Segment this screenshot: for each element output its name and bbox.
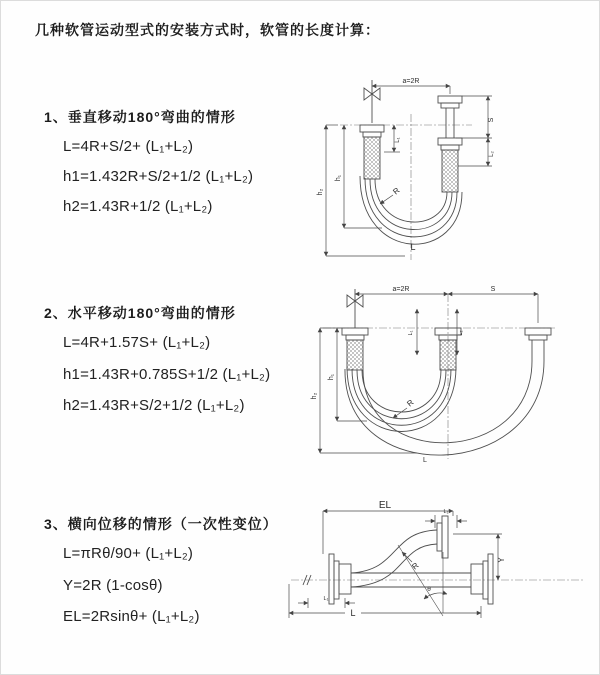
flange-left — [346, 335, 364, 340]
flange-right-ghost — [488, 554, 493, 604]
section-2-formula-h2: h2=1.43R+S/2+1/2 (L₁+L₂) — [63, 397, 245, 414]
flange-left — [363, 132, 381, 137]
centerlines — [323, 294, 557, 459]
dim-label-span: a=2R — [392, 286, 410, 293]
angle-arc — [424, 593, 447, 599]
section-3-heading: 3、横向位移的情形（一次性变位） — [44, 516, 278, 532]
diagram-vertical-bend — [310, 68, 550, 264]
flange-top-displaced — [442, 516, 448, 558]
dim-label-radius: R — [405, 397, 416, 409]
dimension-lines — [326, 86, 492, 256]
dim-label-radius: R — [410, 560, 421, 572]
flange-right-top — [441, 103, 459, 108]
dim-label-stroke: S — [490, 286, 496, 293]
diagram-lateral-shift — [285, 500, 597, 655]
hose-curve-lower — [351, 544, 437, 587]
radius-leader — [393, 408, 407, 418]
section-2-heading: 2、水平移动180°弯曲的情形 — [44, 305, 236, 321]
flange-left — [339, 564, 351, 594]
flange-right-displaced — [529, 335, 547, 340]
diagram-horizontal-bend — [305, 281, 589, 469]
hose-outline — [342, 289, 551, 455]
dim-label-l1-top: L₁ — [443, 509, 449, 515]
section-1-formula-L: L=4R+S/2+ (L₁+L₂) — [63, 138, 194, 155]
braided-hose-right — [442, 150, 458, 192]
section-3-formula-Y: Y=2R (1-cosθ) — [63, 577, 163, 594]
dim-label-h2: h₂ — [311, 392, 318, 400]
dim-label-l1-bottom: L₁ — [323, 596, 329, 602]
dim-label-l1: L₁ — [395, 137, 401, 143]
dim-label-l1: L₁ — [408, 330, 414, 336]
section-3-formula-EL: EL=2Rsinθ+ (L₁+L₂) — [63, 608, 200, 625]
section-1-formula-h1: h1=1.432R+S/2+1/2 (L₁+L₂) — [63, 168, 254, 185]
dimension-lines — [289, 511, 502, 618]
hose-curve-upper — [351, 530, 437, 573]
braided-hose-left — [364, 137, 380, 179]
diagram-labels — [324, 500, 506, 618]
dim-label-theta: θ — [427, 586, 431, 593]
braided-hose-middle — [440, 340, 456, 370]
dim-label-l2: L₂ — [458, 330, 464, 336]
angle-diagonal-line — [398, 545, 443, 616]
dim-label-radius: R — [391, 185, 402, 197]
hose-outline — [303, 516, 493, 604]
hose-displaced-inner — [363, 361, 532, 443]
section-3-formula-L: L=πRθ/90+ (L₁+L₂) — [63, 545, 194, 562]
section-1-formula-h2: h2=1.43R+1/2 (L₁+L₂) — [63, 198, 213, 215]
pipe-right — [446, 108, 454, 138]
dim-label-y: Y — [497, 557, 506, 563]
pipe-right — [532, 340, 544, 361]
flange-right-mid — [441, 145, 459, 150]
dimension-lines — [320, 294, 538, 453]
radius-leader — [380, 195, 393, 204]
diagram-labels — [311, 286, 496, 464]
dim-label-length: L — [423, 457, 427, 464]
dim-label-length: L — [410, 242, 416, 252]
dim-label-s: S — [488, 117, 495, 123]
page-title: 几种软管运动型式的安装方式时，软管的长度计算： — [35, 22, 380, 38]
section-2-formula-h1: h1=1.43R+0.785S+1/2 (L₁+L₂) — [63, 366, 271, 383]
dim-label-span: a=2R — [402, 78, 420, 85]
section-2-formula-L: L=4R+1.57S+ (L₁+L₂) — [63, 334, 211, 351]
braided-hose-left — [347, 340, 363, 370]
dim-label-el: EL — [378, 500, 392, 511]
dim-label-h1: h₁ — [335, 174, 342, 182]
dim-label-h2: h₂ — [317, 188, 324, 196]
dim-label-h1: h₁ — [328, 373, 335, 381]
section-1-heading: 1、垂直移动180°弯曲的情形 — [44, 109, 236, 125]
dim-label-length: L — [350, 608, 356, 618]
dim-label-l2: L₂ — [489, 151, 495, 157]
